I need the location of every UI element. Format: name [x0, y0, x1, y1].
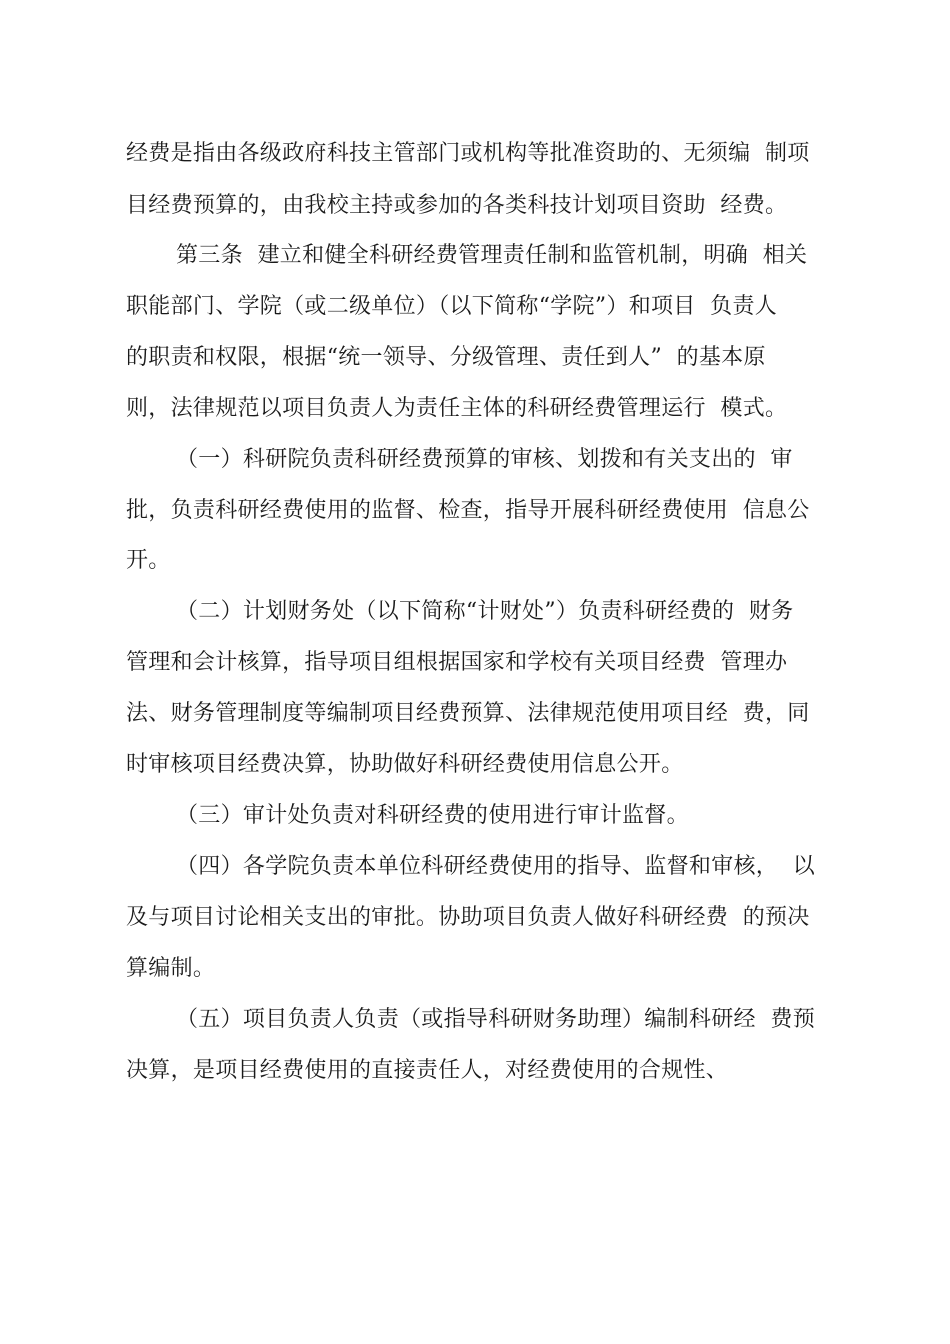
text-line: 开。	[126, 548, 171, 573]
text-line: 职能部门、学院（或二级单位）（以下简称“学院”）和项目 负责人	[126, 294, 778, 319]
text-line: 时审核项目经费决算，协助做好科研经费使用信息公开。	[126, 752, 684, 777]
item-line: （四）各学院负责本单位科研经费使用的指导、监督和审核， 以	[176, 854, 815, 879]
text-line: 管理和会计核算，指导项目组根据国家和学校有关项目经费 管理办	[126, 650, 788, 675]
item-line: （一）科研院负责科研经费预算的审核、划拨和有关支出的 审	[176, 447, 793, 472]
item-line: （二）计划财务处（以下简称“计财处”）负责科研经费的 财务	[176, 599, 794, 624]
text-line: 法、财务管理制度等编制项目经费预算、法律规范使用项目经 费，同	[126, 701, 810, 726]
text-line: 的职责和权限，根据“统一领导、分级管理、责任到人” 的基本原	[126, 345, 766, 370]
text-line: 经费是指由各级政府科技主管部门或机构等批准资助的、无须编 制项	[126, 141, 810, 166]
text-line: 目经费预算的，由我校主持或参加的各类科技计划项目资助 经费。	[126, 193, 788, 218]
text-line: 批，负责科研经费使用的监督、检查，指导开展科研经费使用 信息公	[126, 498, 810, 523]
text-line: 决算，是项目经费使用的直接责任人，对经费使用的合规性、	[126, 1058, 729, 1083]
text-line: 及与项目讨论相关支出的审批。协助项目负责人做好科研经费 的预决	[126, 905, 810, 930]
text-line: 算编制。	[126, 956, 216, 981]
text-line: 则，法律规范以项目负责人为责任主体的科研经费管理运行 模式。	[126, 396, 788, 421]
item-line: （五）项目负责人负责（或指导科研财务助理）编制科研经 费预	[176, 1007, 815, 1032]
item-line: （三）审计处负责对科研经费的使用进行审计监督。	[176, 803, 689, 828]
article-heading-line: 第三条 建立和健全科研经费管理责任制和监管机制，明确 相关	[176, 243, 808, 268]
